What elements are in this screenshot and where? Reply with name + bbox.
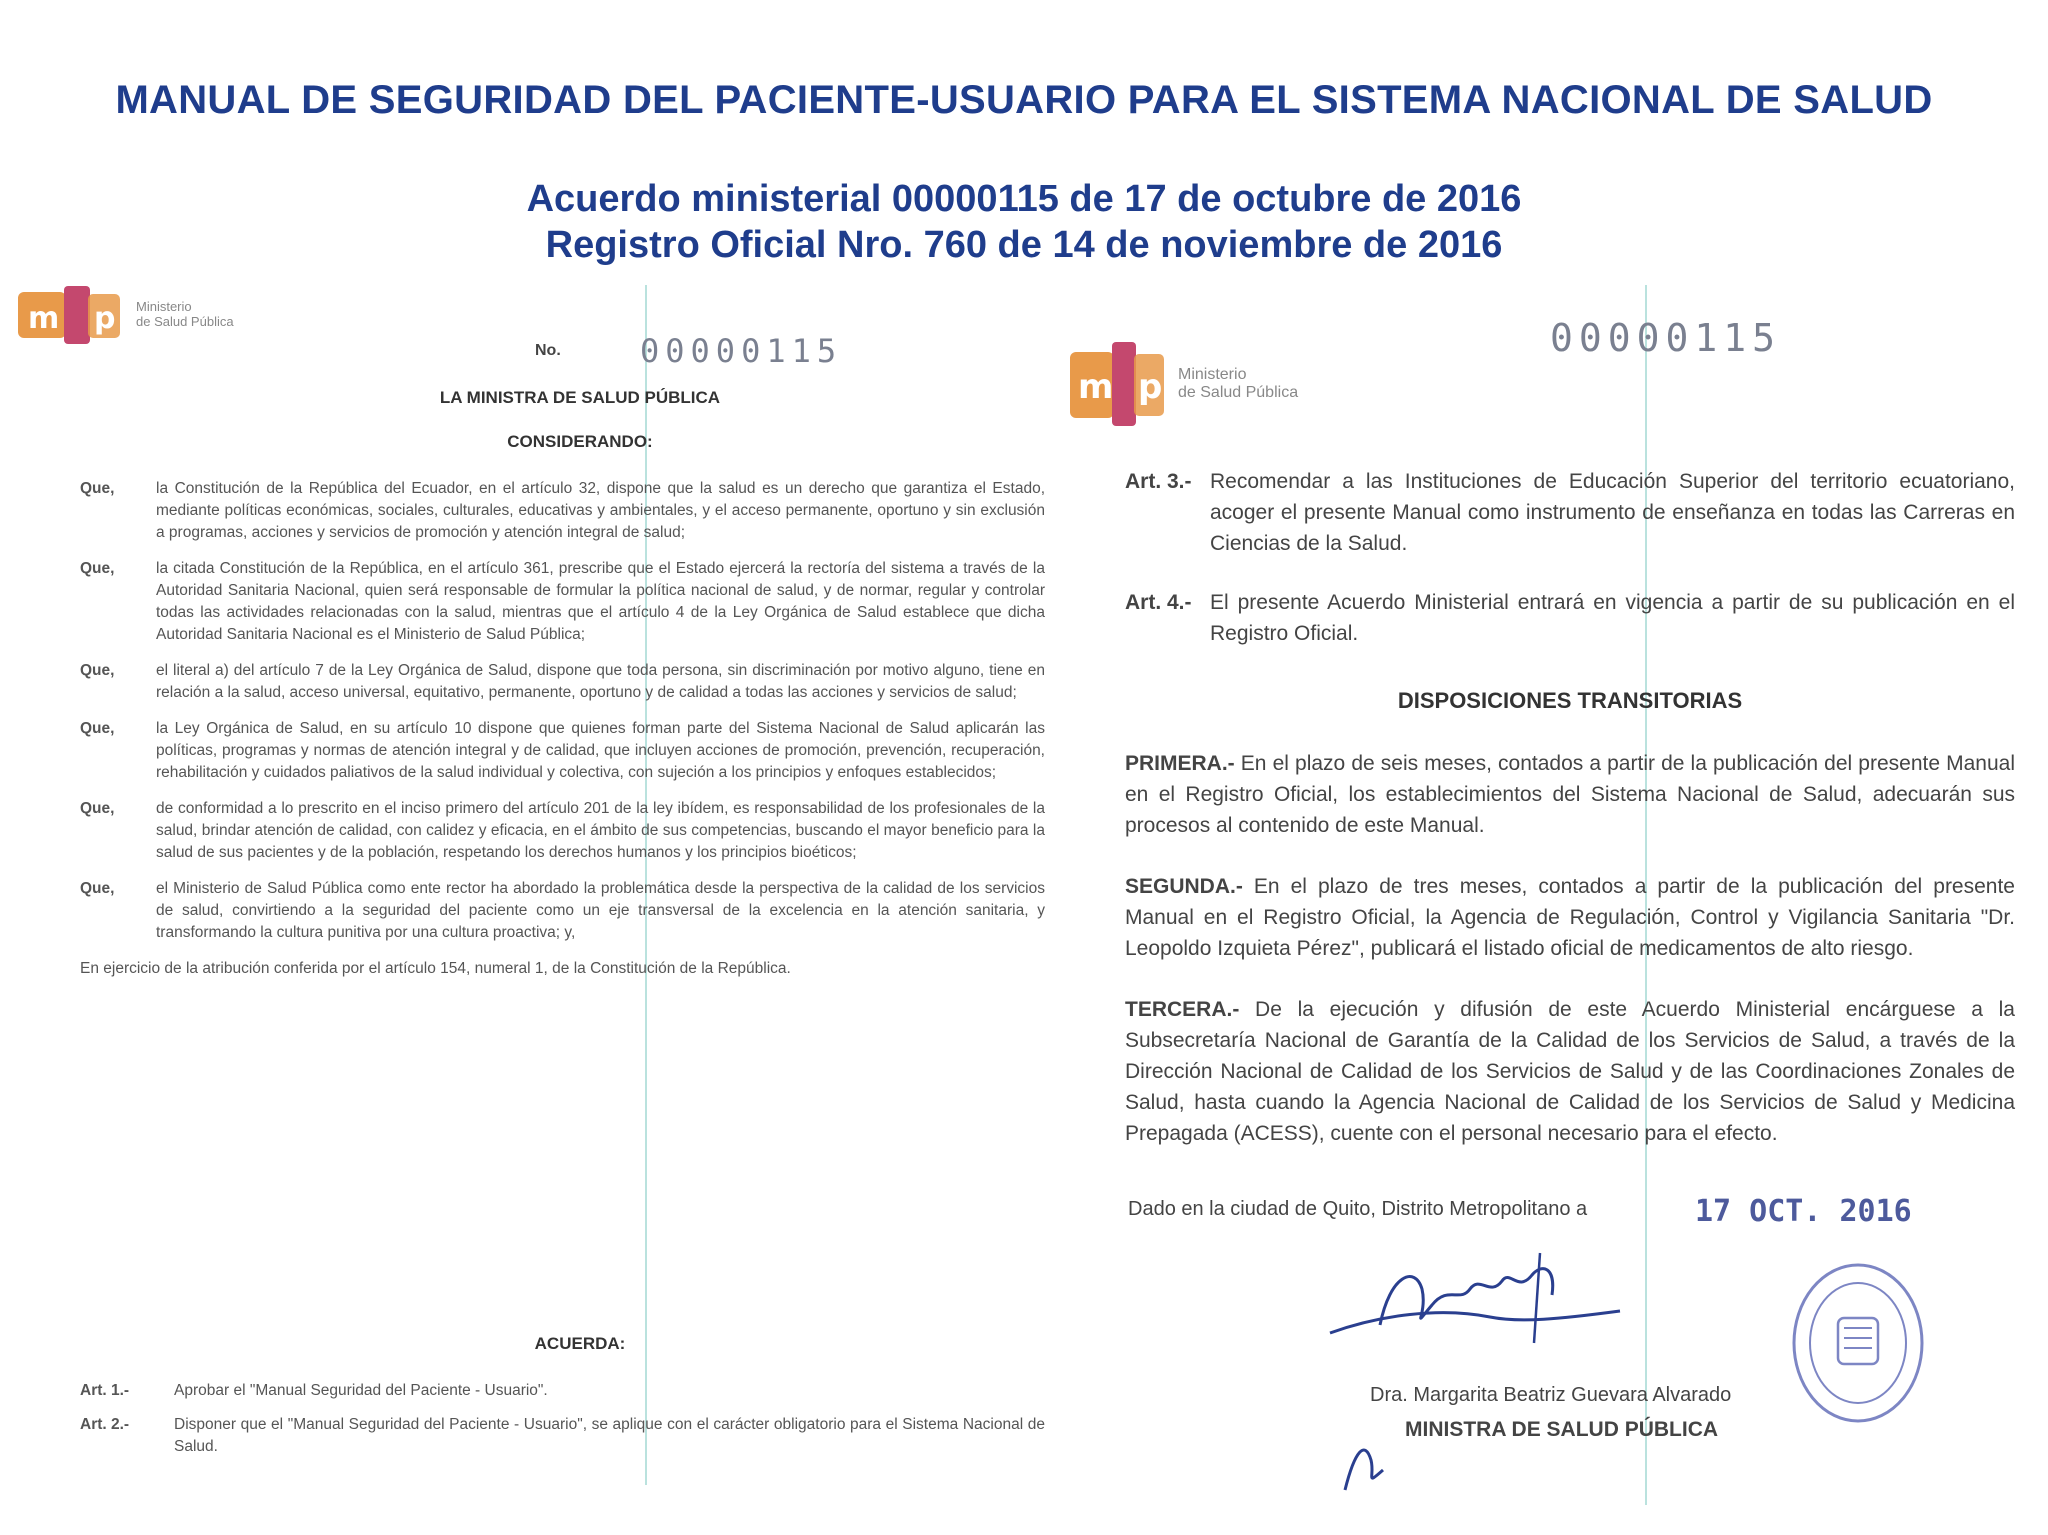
- logo-text-1: Ministerio: [136, 299, 192, 315]
- signature-mark: [1320, 1245, 1640, 1365]
- right-articles: [1125, 466, 2015, 649]
- article-item: Art. 1.- Aprobar el "Manual Seguridad del Paciente - Usuario".: [80, 1382, 548, 1399]
- article-item: Art. 4.- El presente Acuerdo Ministerial entrará en vigencia a partir de su publicación en el Registro Oficial.: [1125, 591, 2015, 645]
- transitorias-section: [1125, 748, 2015, 1149]
- signer-title: MINISTRA DE SALUD PÚBLICA: [1405, 1418, 1719, 1441]
- logo-text-2: de Salud Pública: [1178, 384, 1299, 401]
- considerando-clause: Que, el Ministerio de Salud Pública como ente rector ha abordado la problemática desde la perspectiva de la calidad de los servicios de salud, convirtiendo a la seguridad del paciente como un eje transversal de la excelencia en la atención sanitaria, y transformando la cultura punitiva por una cultura proactiva; y,: [80, 880, 1045, 941]
- document-title: MANUAL DE SEGURIDAD DEL PACIENTE-USUARIO PARA EL SISTEMA NACIONAL DE SALUD: [115, 78, 1933, 122]
- date-stamp: 17 OCT. 2016: [1695, 1194, 1912, 1229]
- transitorias-heading: DISPOSICIONES TRANSITORIAS: [1397, 688, 1743, 713]
- svg-text:p: p: [1138, 367, 1163, 407]
- left-doc-number: 00000115: [640, 332, 843, 370]
- msp-logo-icon: [1070, 342, 1166, 426]
- ministry-seal: [1788, 1258, 1928, 1428]
- considerando-clause: Que, la Ley Orgánica de Salud, en su artículo 10 dispone que quienes forman parte del Sistema Nacional de Salud aplicarán las políticas, programas y normas de atención integral y de calidad, que incluyen acciones de promoción, prevención, recuperación, rehabilitación y cuidados paliativos de la salud individual y colectiva, con sujeción a los principios y enfoques establecidos;: [80, 720, 1045, 781]
- considerando-clause: Que, la Constitución de la República del Ecuador, en el artículo 32, dispone que la salud es un derecho que garantiza el Estado, mediante políticas económicas, sociales, culturales, educativas y ambientales, y el acceso permanente, oportuno y sin exclusión a programas, acciones y servicios de promoción y atención integral de salud;: [80, 480, 1045, 541]
- ejercicio-paragraph: En ejercicio de la atribución conferida por el artículo 154, numeral 1, de la Constitución de la República.: [80, 960, 791, 977]
- svg-text:m: m: [1078, 367, 1114, 407]
- transitoria-item: PRIMERA.- En el plazo de seis meses, contados a partir de la publicación del presente Manual en el Registro Oficial, los establecimientos del Sistema Nacional de Salud, adecuarán sus procesos al contenido de este Manual.: [1125, 752, 2015, 837]
- registro-subtitle: Registro Oficial Nro. 760 de 14 de noviembre de 2016: [545, 224, 1503, 266]
- considerando-heading: CONSIDERANDO:: [507, 432, 653, 451]
- transitoria-item: SEGUNDA.- En el plazo de tres meses, contados a partir de la publicación del presente Manual en el Registro Oficial, la Agencia de Regulación, Control y Vigilancia Sanitaria "Dr. Leopoldo Izquieta Pérez", publicará el listado oficial de medicamentos de alto riesgo.: [1125, 875, 2015, 960]
- right-doc-number: 00000115: [1550, 316, 1782, 360]
- svg-text:m: m: [28, 301, 60, 336]
- right-msp-logo: [1070, 342, 1298, 426]
- logo-text-2: de Salud Pública: [136, 314, 234, 329]
- left-articles: [80, 1380, 1045, 1458]
- dado-line: Dado en la ciudad de Quito, Distrito Metropolitano a: [1128, 1198, 1588, 1220]
- msp-logo-icon: [18, 284, 122, 346]
- no-label: No.: [535, 342, 561, 359]
- authority-heading: LA MINISTRA DE SALUD PÚBLICA: [439, 388, 721, 407]
- considerando-clause: Que, la citada Constitución de la República, en el artículo 361, prescribe que el Estado ejercerá la rectoría del sistema a través de la Autoridad Sanitaria Nacional, quien será responsable de formular la política nacional de salud, y de normar, regular y controlar todas las actividades relacionadas con la salud, mientras que el artículo 4 de la Ley Orgánica de Salud establece que dicha Autoridad Sanitaria Nacional es el Ministerio de Salud Pública;: [80, 560, 1045, 643]
- left-msp-logo: [18, 284, 234, 346]
- considerando-clause: Que, de conformidad a lo prescrito en el inciso primero del artículo 201 de la ley ibídem, es responsabilidad de los profesionales de la salud, brindar atención de calidad, con calidez y eficacia, en el ámbito de sus competencias, buscando el mayor beneficio para la salud de sus pacientes y de la población, respetando los derechos humanos y los principios bioéticos;: [80, 800, 1045, 861]
- acuerda-heading: ACUERDA:: [534, 1334, 626, 1353]
- initial-mark: [1335, 1430, 1405, 1500]
- logo-text-1: Ministerio: [1178, 365, 1247, 383]
- article-item: Art. 3.- Recomendar a las Instituciones de Educación Superior del territorio ecuatoriano, acoger el presente Manual como instrumento de enseñanza en todas las Carreras en Ciencias de la Salud.: [1125, 470, 2015, 555]
- transitoria-item: TERCERA.- De la ejecución y difusión de este Acuerdo Ministerial encárguese a la Subsecretaría Nacional de Garantía de la Calidad de los Servicios de Salud, a través de la Dirección Nacional de Calidad de los Servicios de Salud y de las Coordinaciones Zonales de Salud, hasta cuando la Agencia Nacional de Calidad de los Servicios de Salud y Medicina Prepagada (ACESS), cuente con el personal necesario para el efecto.: [1125, 998, 2015, 1145]
- svg-text:p: p: [94, 301, 116, 336]
- article-item: Art. 2.- Disponer que el "Manual Seguridad del Paciente - Usuario", se aplique con el carácter obligatorio para el Sistema Nacional de Salud.: [80, 1416, 1045, 1455]
- considerando-clause: Que, el literal a) del artículo 7 de la Ley Orgánica de Salud, dispone que toda persona, sin discriminación por motivo alguno, tiene en relación a la salud, acceso universal, equitativo, permanente, oportuno y de calidad a todas las acciones y servicios de salud;: [80, 662, 1045, 701]
- considerando-section: [80, 478, 1045, 980]
- signer-name: Dra. Margarita Beatriz Guevara Alvarado: [1370, 1384, 1732, 1406]
- acuerdo-subtitle: Acuerdo ministerial 00000115 de 17 de octubre de 2016: [526, 178, 1522, 220]
